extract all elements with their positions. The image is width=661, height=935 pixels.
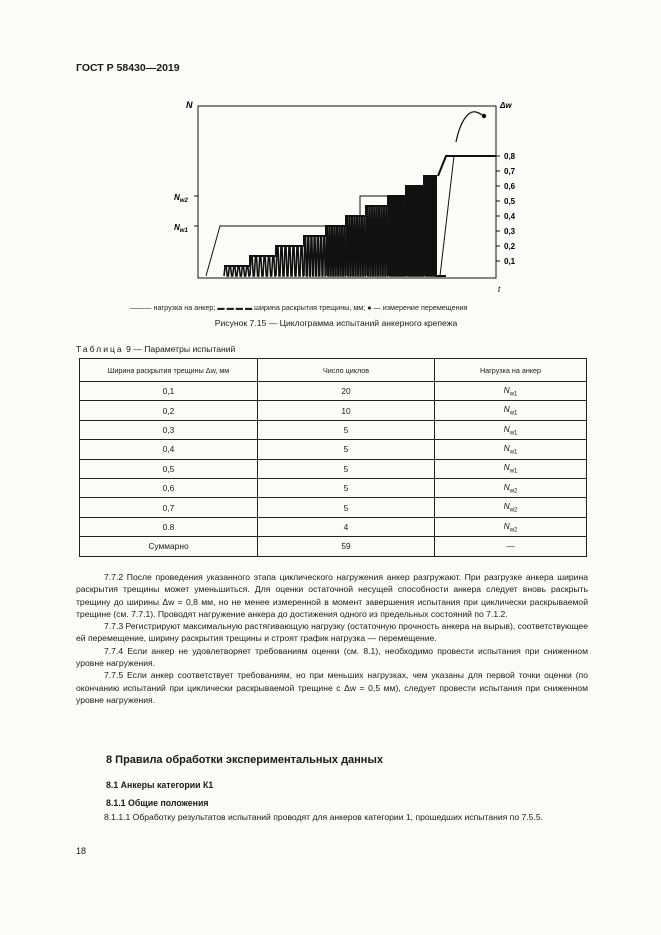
table-cell-load — [435, 537, 587, 556]
figure-caption: Рисунок 7.15 — Циклограмма испытаний анкерного крепежа — [214, 318, 458, 328]
oscillation-bundle — [406, 186, 424, 276]
load-symbol: N — [503, 443, 510, 454]
table-cell-load — [435, 498, 587, 517]
oscillation-bundle — [224, 266, 250, 276]
cyclogram-figure — [120, 92, 580, 322]
oscillation-bundle — [388, 196, 406, 276]
load-subscript: w2 — [509, 488, 518, 495]
oscillation-bundle — [304, 236, 326, 276]
load-subscript: w2 — [509, 507, 518, 514]
table-row — [80, 478, 587, 497]
oscillation-bundle — [346, 216, 366, 276]
load-symbol: N — [503, 384, 510, 395]
table-cell-width: 0,6 — [80, 478, 258, 497]
paragraph-7-7-2: 7.7.2 После проведения указанного этапа циклического нагружения анкер разгружают. При разгрузке анкера ширина раскрытия трещины может уменьшиться. Для оценки остаточной несущей способности анкера следует вновь раскрыть трещину до ширины Δw = 0,8 мм, но не менее измеренной в момент завершения испытания при циклически раскрываемой трещине (см. 7.7.1). Проводят нагружение анкера до достижения одного из предельных состояний по 7.1.2. — [76, 572, 588, 619]
table-row — [80, 382, 587, 401]
table-row — [80, 459, 587, 478]
document-header: ГОСТ Р 58430—2019 — [76, 62, 180, 74]
right-axis-ticks — [496, 152, 516, 266]
oscillation-bundle — [424, 176, 436, 276]
oscillation-bundle — [250, 256, 276, 276]
load-subscript: w1 — [509, 391, 518, 398]
table-row — [80, 440, 587, 459]
paragraph-7-7-4: 7.7.4 Если анкер не удовлетворяет требованиям оценки (см. 8.1), необходимо провести испытания при сниженном уровне нагружения. — [76, 645, 588, 669]
load-subscript: w1 — [509, 469, 518, 476]
table-cell-width: 0,3 — [80, 420, 258, 439]
right-tick-label: 0,3 — [504, 227, 516, 236]
header-cycles: Число циклов — [258, 359, 435, 382]
parameters-table — [79, 358, 587, 557]
table-cell-cycles: 10 — [258, 401, 435, 420]
table-row — [80, 420, 587, 439]
table-title-rest: 9 — Параметры испытаний — [126, 344, 236, 354]
x-label: t — [498, 285, 501, 294]
load-level-nw2: $N_{w2}$ — [174, 193, 188, 204]
table-row — [80, 517, 587, 536]
table-row — [80, 537, 587, 556]
right-tick-label: 0,1 — [504, 257, 516, 266]
right-tick-label: 0,8 — [504, 152, 516, 161]
oscillation-bundle — [326, 226, 346, 276]
table-row — [80, 498, 587, 517]
table-header-row — [80, 359, 587, 382]
right-tick-label: 0,2 — [504, 242, 516, 251]
paragraph-7-7-3: 7.7.3 Регистрируют максимальную растягивающую нагрузку (остаточную прочность анкера на вырыв), соответствующее ей перемещение, ширину раскрытия трещины и строят график нагрузка — перемещение. — [76, 621, 588, 644]
load-subscript: w2 — [509, 527, 518, 534]
table-cell-load — [435, 517, 587, 536]
table-cell-cycles: 59 — [258, 537, 435, 556]
load-symbol: N — [503, 462, 510, 473]
table-cell-cycles: 4 — [258, 517, 435, 536]
table-cell-width: Суммарно — [80, 537, 258, 556]
right-tick-label: 0,5 — [504, 197, 516, 206]
load-symbol: N — [503, 423, 510, 434]
load-subscript: w1 — [509, 449, 518, 456]
table-cell-width: 0,7 — [80, 498, 258, 517]
table-cell-width: 0,2 — [80, 401, 258, 420]
table-cell-cycles: 5 — [258, 478, 435, 497]
table-title-prefix: Таблица — [76, 344, 124, 354]
figure-legend: ——— нагрузка на анкер; ▬ ▬ ▬ ▬ ширина раскрытия трещины, мм; ● — измерение перемещения — [130, 303, 468, 312]
paragraph-8-1-1-1: 8.1.1.1 Обработку результатов испытаний проводят для анкеров категории 1, прошедших испытания по 7.5.5. — [104, 812, 544, 822]
table-cell-width: 0.8 — [80, 517, 258, 536]
table-cell-load — [435, 401, 587, 420]
section-8-1-heading: 8.1 Анкеры категории К1 — [106, 780, 214, 790]
table-cell-cycles: 5 — [258, 420, 435, 439]
table-cell-cycles: 5 — [258, 498, 435, 517]
table-cell-cycles: 5 — [258, 459, 435, 478]
load-symbol: N — [503, 520, 510, 531]
section-8-1-1-heading: 8.1.1 Общие положения — [106, 798, 209, 808]
displacement-curve — [456, 112, 484, 142]
table-cell-load — [435, 478, 587, 497]
section-8-text — [76, 811, 588, 823]
table-cell-width: 0,5 — [80, 459, 258, 478]
y-right-label: Δw — [500, 101, 512, 110]
table-cell-width: 0,1 — [80, 382, 258, 401]
header-load: Нагрузка на анкер — [435, 359, 587, 382]
right-tick-label: 0,6 — [504, 182, 516, 191]
load-symbol: N — [503, 481, 510, 492]
measurement-point — [482, 114, 486, 118]
load-symbol: N — [503, 404, 510, 415]
load-symbol: N — [503, 501, 510, 512]
table-cell-load — [435, 440, 587, 459]
paragraph-7-7-5: 7.7.5 Если анкер соответствует требованиям, но при меньших нагрузках, чем указаны для первой точки оценки (по окончанию испытаний при циклически раскрываемой трещине с Δw = 0,5 мм), следует провести испытания при сниженном уровне нагружения. — [76, 670, 588, 705]
load-symbol: — — [506, 541, 515, 552]
y-left-label: N — [186, 100, 193, 110]
oscillation-bundle — [276, 246, 304, 276]
load-subscript: w1 — [509, 430, 518, 437]
section-7-7-text — [76, 571, 588, 706]
table-cell-load — [435, 382, 587, 401]
right-tick-label: 0,7 — [504, 167, 516, 176]
table-cell-load — [435, 459, 587, 478]
table-row — [80, 401, 587, 420]
table-cell-cycles: 5 — [258, 440, 435, 459]
oscillation-bundle — [366, 206, 388, 276]
page-number: 18 — [76, 846, 87, 856]
load-subscript: w1 — [509, 410, 518, 417]
table-cell-cycles: 20 — [258, 382, 435, 401]
load-level-nw1: $N_{w1}$ — [174, 223, 188, 234]
right-tick-label: 0,4 — [504, 212, 516, 221]
table-cell-load — [435, 420, 587, 439]
table-title — [76, 344, 235, 354]
table-cell-width: 0,4 — [80, 440, 258, 459]
section-8-heading: 8 Правила обработки экспериментальных данных — [106, 754, 383, 766]
header-crack-width: Ширина раскрытия трещины Δw, мм — [80, 359, 258, 382]
